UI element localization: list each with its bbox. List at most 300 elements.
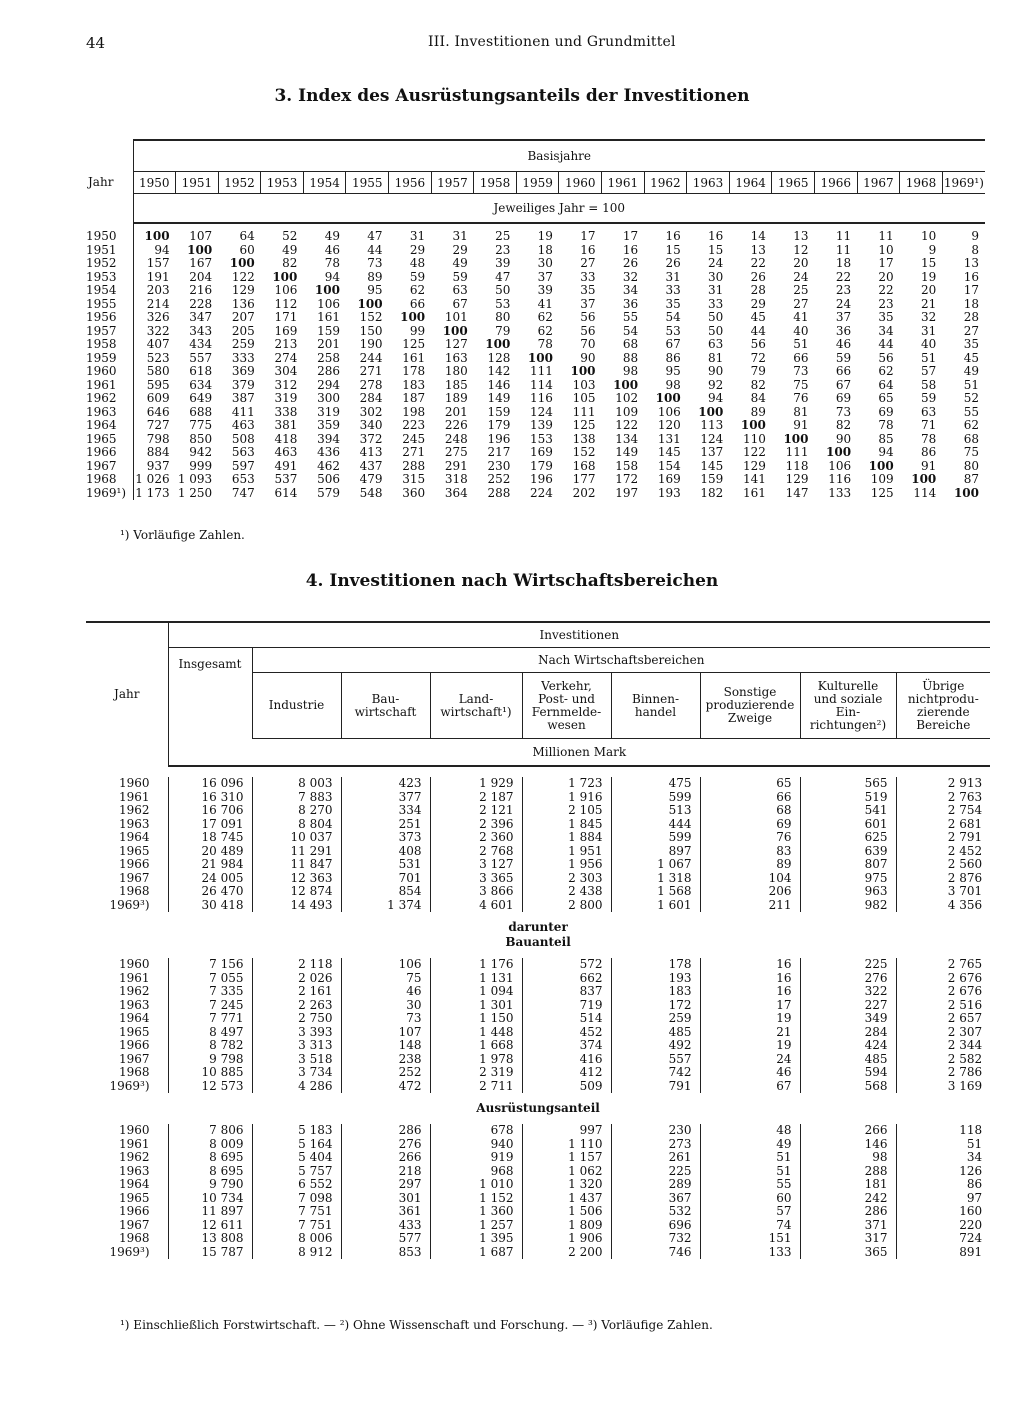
index-cell: 59 [452,269,468,284]
index-cell: 75 [963,445,979,459]
index-cell: 67 [835,377,852,392]
index-cell: 100 [783,431,809,446]
index-cell: 94 [878,445,894,459]
row-year: 1952 [86,257,133,271]
index-cell: 17 [878,256,894,270]
index-cell: 884 [146,445,170,459]
index-cell: 129 [785,472,809,486]
value-cell: 371 [800,1219,896,1233]
value-cell: 5 404 [252,1151,341,1165]
value-cell: 30 [341,999,430,1013]
value-cell: 3 365 [430,872,522,886]
section-sublabel: Bauanteil [505,934,571,949]
index-cell: 379 [231,377,255,392]
value-cell: 73 [341,1012,430,1026]
index-cell: 95 [367,283,383,297]
index-cell: 653 [231,472,255,486]
index-cell: 56 [750,337,766,351]
index-cell: 319 [317,404,340,419]
value-cell: 2 161 [252,985,341,999]
value-cell: 423 [341,777,430,791]
index-cell: 381 [274,418,298,432]
value-cell: 662 [522,972,611,986]
base-year-header: 1963 [687,172,730,194]
index-cell: 579 [317,485,340,500]
table1-title: 3. Index des Ausrüstungsanteils der Investitionen [274,86,750,106]
index-cell: 47 [495,269,511,284]
index-cell: 563 [231,445,255,459]
index-cell: 105 [572,391,596,405]
index-cell: 29 [409,242,426,257]
value-cell: 334 [341,804,430,818]
value-cell: 472 [341,1080,430,1094]
index-cell: 113 [700,418,724,432]
value-cell: 225 [800,958,896,972]
value-cell: 444 [611,818,700,832]
value-cell: 416 [522,1053,611,1067]
row-year: 1964 [86,831,168,845]
row-year: 1961 [86,791,168,805]
table-row [86,1012,990,1026]
value-cell: 98 [800,1151,896,1165]
index-cell: 56 [878,350,894,365]
table1-row-header: Jahr [86,140,133,223]
index-cell: 40 [921,337,937,351]
table-row [86,958,990,972]
value-cell: 1 668 [430,1039,522,1053]
index-cell: 90 [580,350,596,365]
value-cell: 577 [341,1232,430,1246]
index-cell: 100 [613,377,639,392]
row-year: 1967 [86,1053,168,1067]
index-cell: 11 [835,229,852,243]
index-cell: 16 [665,229,681,243]
value-cell: 259 [611,1012,700,1026]
index-cell: 158 [615,458,639,473]
value-cell: 8 695 [168,1165,252,1179]
value-cell: 12 573 [168,1080,252,1094]
index-cell: 172 [615,472,639,486]
value-cell: 206 [700,885,800,899]
index-cell: 15 [921,256,937,270]
index-cell: 152 [359,310,383,324]
value-cell: 599 [611,831,700,845]
value-cell: 7 751 [252,1205,341,1219]
index-table [86,139,985,500]
index-cell: 747 [231,485,255,500]
index-cell: 17 [963,283,979,297]
value-cell: 678 [430,1124,522,1138]
index-cell: 15 [665,242,681,257]
index-cell: 52 [282,229,298,243]
index-cell: 508 [231,431,255,446]
value-cell: 16 706 [168,804,252,818]
index-cell: 118 [785,458,809,473]
value-cell: 15 787 [168,1246,252,1260]
index-cell: 153 [530,431,553,446]
index-cell: 36 [835,323,852,338]
table-row [86,858,990,872]
index-cell: 537 [274,472,298,486]
section-label: darunter [508,919,568,934]
index-cell: 30 [537,256,553,270]
value-cell: 807 [800,858,896,872]
index-cell: 9 [971,229,979,243]
index-cell: 203 [146,283,170,297]
value-cell: 2 452 [947,843,983,858]
index-cell: 479 [359,472,383,486]
index-cell: 94 [324,269,340,284]
index-cell: 20 [921,283,937,297]
index-cell: 159 [700,472,724,486]
index-cell: 48 [409,256,426,270]
index-cell: 12 [793,242,809,257]
index-cell: 32 [622,269,639,284]
value-cell: 104 [700,872,800,886]
index-cell: 387 [231,391,255,405]
index-cell: 81 [708,350,724,365]
index-cell: 557 [189,350,213,365]
index-cell: 937 [146,458,170,473]
index-cell: 271 [359,364,383,378]
index-cell: 27 [580,256,596,270]
index-cell: 364 [444,485,468,500]
index-cell: 109 [615,404,639,419]
index-cell: 13 [963,256,979,270]
index-cell: 67 [452,296,468,311]
index-cell: 204 [189,269,213,284]
value-cell: 286 [800,1205,896,1219]
value-cell: 475 [611,777,700,791]
value-cell: 719 [522,999,611,1013]
value-cell: 1 951 [522,845,611,859]
index-cell: 134 [615,431,639,446]
value-cell: 485 [611,1026,700,1040]
value-cell: 1 010 [430,1178,522,1192]
value-cell: 16 [700,972,800,986]
index-cell: 202 [572,485,596,500]
value-cell: 288 [800,1165,896,1179]
value-cell: 1 110 [522,1138,611,1152]
row-year: 1966 [86,1039,168,1053]
base-year-header: 1959 [516,172,559,194]
index-cell: 49 [963,364,979,378]
value-cell: 1 568 [611,885,700,899]
row-year: 1960 [86,777,168,791]
index-cell: 64 [878,377,894,392]
value-cell: 34 [966,1150,983,1164]
value-cell: 1 687 [430,1246,522,1260]
index-cell: 116 [530,391,553,405]
value-cell: 146 [800,1138,896,1152]
value-cell: 2 360 [430,831,522,845]
value-cell: 3 393 [252,1026,341,1040]
table-row [86,365,985,379]
index-cell: 55 [622,310,639,324]
base-year-header: 1960 [559,172,602,194]
index-cell: 259 [231,337,255,351]
value-cell: 273 [611,1138,700,1152]
value-cell: 1 956 [522,858,611,872]
value-cell: 1 318 [611,872,700,886]
index-cell: 775 [189,418,213,432]
value-cell: 18 745 [168,831,252,845]
index-cell: 294 [317,377,340,392]
value-cell: 7 806 [168,1124,252,1138]
value-cell: 1 506 [522,1205,611,1219]
row-year: 1968 [86,885,168,899]
index-cell: 11 [878,229,894,243]
index-cell: 462 [317,458,340,473]
table-row [86,1165,990,1179]
row-year: 1962 [86,804,168,818]
index-cell: 35 [665,296,681,311]
index-cell: 36 [622,296,639,311]
index-cell: 37 [580,296,596,311]
table-row [86,1080,990,1094]
value-cell: 16 096 [168,777,252,791]
value-cell: 377 [341,791,430,805]
row-year: 1963 [86,818,168,832]
value-cell: 565 [800,777,896,791]
index-cell: 65 [878,391,894,405]
table-row [86,352,985,366]
index-cell: 111 [785,445,809,459]
index-cell: 102 [615,391,639,405]
index-cell: 319 [274,391,298,405]
value-cell: 2 676 [947,984,983,998]
index-cell: 154 [657,458,681,473]
value-cell: 9 790 [168,1178,252,1192]
value-cell: 2 344 [947,1038,983,1052]
table-row [86,845,990,859]
value-cell: 3 127 [430,858,522,872]
index-cell: 136 [231,296,255,311]
index-cell: 850 [189,431,213,446]
index-cell: 224 [530,485,553,500]
value-cell: 541 [800,804,896,818]
row-year: 1961 [86,972,168,986]
value-cell: 601 [800,818,896,832]
value-cell: 5 757 [252,1165,341,1179]
index-cell: 82 [835,418,852,432]
table-row [86,487,985,501]
value-cell: 317 [800,1232,896,1246]
index-cell: 59 [835,350,852,365]
index-cell: 66 [793,350,809,365]
index-cell: 942 [189,445,213,459]
table2-title: 4. Investitionen nach Wirtschaftsbereichen [305,571,719,591]
value-cell: 1 809 [522,1219,611,1233]
value-cell: 2 711 [430,1080,522,1094]
value-cell: 160 [959,1204,983,1218]
index-cell: 146 [487,377,511,392]
index-cell: 196 [530,472,553,486]
index-cell: 81 [793,404,809,419]
value-cell: 696 [611,1219,700,1233]
index-cell: 51 [793,337,809,351]
index-cell: 56 [580,310,596,324]
row-year: 1967 [86,460,133,474]
table-row [86,271,985,285]
index-cell: 286 [317,364,340,378]
table-row [86,338,985,352]
table-row [86,885,990,899]
value-cell: 7 335 [168,985,252,999]
index-cell: 88 [622,350,639,365]
index-cell: 114 [530,377,553,392]
value-cell: 16 [700,985,800,999]
value-cell: 2 516 [947,997,983,1012]
index-cell: 34 [622,283,639,297]
index-cell: 90 [708,364,724,378]
row-year: 1968 [86,1232,168,1246]
value-cell: 8 912 [252,1246,341,1260]
index-cell: 26 [622,256,639,270]
index-cell: 66 [835,364,852,378]
index-cell: 89 [750,404,766,419]
table1-subheader: Jeweiliges Jahr = 100 [133,194,985,224]
index-cell: 169 [657,472,681,486]
index-cell: 19 [537,229,553,243]
index-cell: 343 [189,323,213,338]
index-cell: 31 [409,229,426,243]
row-year: 1964 [86,1012,168,1026]
value-cell: 514 [522,1012,611,1026]
index-cell: 244 [359,350,383,365]
value-cell: 1 301 [430,999,522,1013]
index-cell: 98 [622,364,639,378]
page-number: 44 [86,34,106,52]
index-cell: 171 [274,310,298,324]
index-cell: 66 [409,296,426,311]
value-cell: 133 [700,1246,800,1260]
index-cell: 322 [146,323,170,338]
value-cell: 74 [700,1219,800,1233]
value-cell: 2 026 [252,972,341,986]
index-cell: 248 [444,431,468,446]
index-cell: 999 [189,458,213,473]
index-cell: 47 [367,229,383,243]
index-cell: 21 [921,296,937,311]
index-cell: 17 [622,229,639,243]
value-cell: 513 [611,804,700,818]
index-cell: 59 [921,391,937,405]
index-cell: 189 [444,391,468,405]
index-cell: 278 [359,377,383,392]
index-cell: 178 [402,364,426,378]
index-cell: 100 [442,323,468,338]
index-cell: 618 [189,364,213,378]
index-cell: 595 [146,377,170,392]
index-cell: 16 [580,242,596,257]
index-cell: 16 [963,269,979,284]
index-cell: 80 [963,458,979,473]
value-cell: 7 055 [168,972,252,986]
index-cell: 245 [402,431,426,446]
value-cell: 69 [700,818,800,832]
value-cell: 1 884 [522,831,611,845]
index-cell: 31 [921,323,937,338]
row-year: 1950 [86,223,133,244]
value-cell: 519 [800,791,896,805]
index-cell: 150 [359,323,383,338]
value-cell: 1 094 [430,985,522,999]
index-cell: 13 [793,229,809,243]
index-cell: 41 [537,296,553,311]
value-cell: 412 [522,1066,611,1080]
index-cell: 10 [921,229,937,243]
base-year-header: 1967 [857,172,900,194]
index-cell: 106 [828,458,852,473]
index-cell: 78 [878,418,894,432]
index-cell: 31 [665,269,681,284]
index-cell: 138 [572,431,596,446]
index-cell: 40 [793,323,809,338]
sector-column-header: Land- wirtschaft¹) [430,673,522,739]
index-cell: 201 [444,404,468,419]
row-year: 1969³) [86,1246,168,1260]
table-row [86,1039,990,1053]
index-cell: 52 [963,391,979,405]
index-cell: 127 [444,337,468,351]
value-cell: 1 374 [341,899,430,913]
index-cell: 196 [487,431,511,446]
value-cell: 532 [611,1205,700,1219]
index-cell: 107 [189,229,213,243]
value-cell: 21 [700,1026,800,1040]
value-cell: 238 [341,1053,430,1067]
index-cell: 27 [963,323,979,338]
index-cell: 369 [231,364,255,378]
index-cell: 145 [657,445,681,459]
index-cell: 91 [921,458,937,473]
index-cell: 100 [527,350,553,365]
value-cell: 46 [341,985,430,999]
index-cell: 180 [444,364,468,378]
table-row [86,1192,990,1206]
index-cell: 688 [189,404,213,419]
index-cell: 1 173 [135,485,170,500]
value-cell: 49 [700,1138,800,1152]
value-cell: 1 257 [430,1219,522,1233]
index-cell: 79 [495,323,511,338]
index-cell: 798 [146,431,170,446]
value-cell: 791 [611,1080,700,1094]
table2-total-header: Insgesamt [168,648,252,739]
index-cell: 197 [615,485,639,500]
index-cell: 634 [189,377,213,392]
base-year-header: 1964 [729,172,772,194]
value-cell: 1 723 [522,777,611,791]
value-cell: 452 [522,1026,611,1040]
index-cell: 436 [317,445,340,459]
value-cell: 193 [611,972,700,986]
index-cell: 68 [963,431,979,446]
index-cell: 434 [189,337,213,351]
index-cell: 198 [402,404,426,419]
index-cell: 20 [793,256,809,270]
index-cell: 125 [870,485,894,500]
value-cell: 2 307 [947,1024,983,1039]
value-cell: 12 363 [252,872,341,886]
row-year: 1965 [86,1192,168,1206]
index-cell: 45 [963,350,979,365]
index-cell: 62 [537,310,553,324]
index-cell: 163 [444,350,468,365]
table-row [86,298,985,312]
value-cell: 2 187 [430,791,522,805]
